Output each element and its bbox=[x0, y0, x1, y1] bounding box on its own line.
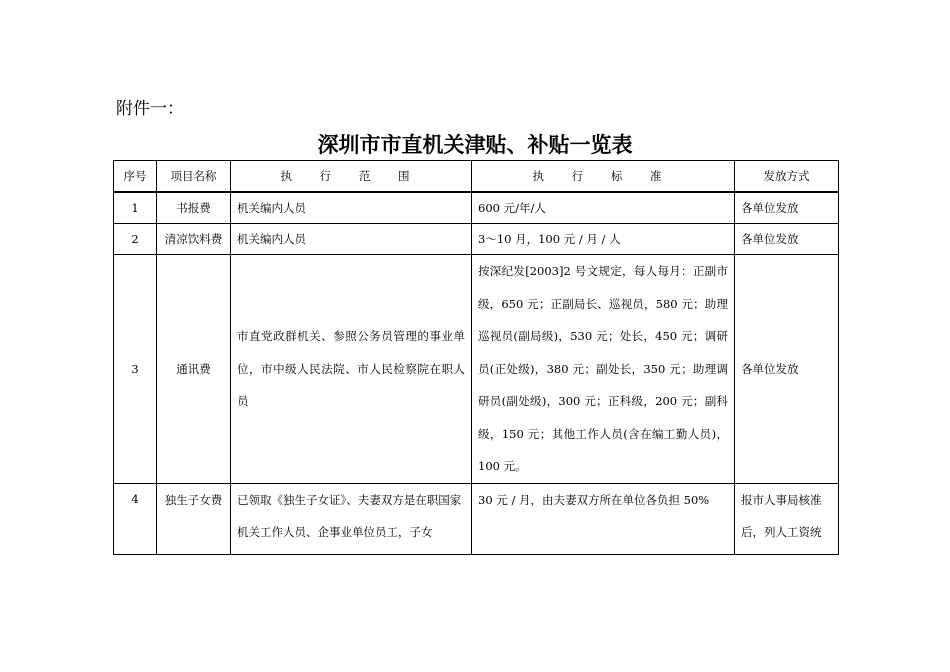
table-row bbox=[114, 224, 839, 255]
header-scope: 执 行 范 围 bbox=[231, 161, 472, 193]
cell-scope-wrap bbox=[231, 483, 472, 554]
header-method: 发放方式 bbox=[735, 161, 839, 193]
table-row bbox=[114, 255, 839, 484]
cell-name: 书报费 bbox=[157, 192, 231, 224]
cell-no: 1 bbox=[114, 192, 157, 224]
cell-no: 2 bbox=[114, 224, 157, 255]
table-row bbox=[114, 192, 839, 224]
cell-name: 通讯费 bbox=[157, 255, 231, 484]
allowance-table bbox=[113, 160, 839, 555]
cell-standard: 600 元/年/人 bbox=[472, 192, 735, 224]
cell-scope: 市直党政群机关、参照公务员管理的事业单位，市中级人民法院、市人民检察院在职人员 bbox=[231, 255, 472, 484]
cell-scope: 已领取《独生子女证》、夫妻双方是在职国家机关工作人员、企事业单位员工，子女 bbox=[237, 492, 462, 539]
cell-standard: 30 元 / 月，由夫妻双方所在单位各负担 50% bbox=[478, 492, 710, 507]
cell-no: 3 bbox=[114, 255, 157, 484]
cell-method: 各单位发放 bbox=[735, 255, 839, 484]
attachment-label: 附件一： bbox=[116, 99, 184, 119]
document-title: 深圳市市直机关津贴、补贴一览表 bbox=[317, 133, 633, 157]
cell-method-wrap bbox=[735, 483, 839, 554]
cell-standard: 按深纪发[2003]2 号文规定，每人每月：正副市级，650 元；正副局长、巡视员，580 元；助理巡视员(副局级)，530 元；处长，450 元；调研员(正处级)，380 元；副处长，350 元；助理调研员(副处级)，300 元；正科级，200 元；副科级，150 元；其他工作人员(含在编工勤人员)，100 元。 bbox=[472, 255, 735, 484]
cell-standard-wrap bbox=[472, 483, 735, 554]
cell-method: 各单位发放 bbox=[735, 224, 839, 255]
cell-no: 4 bbox=[114, 483, 157, 554]
cell-scope: 机关编内人员 bbox=[231, 224, 472, 255]
cell-name: 独生子女费 bbox=[157, 483, 231, 554]
cell-standard: 3～10 月，100 元 / 月 / 人 bbox=[472, 224, 735, 255]
header-name: 项目名称 bbox=[157, 161, 231, 193]
cell-scope: 机关编内人员 bbox=[231, 192, 472, 224]
table-header-row bbox=[114, 161, 839, 193]
header-no: 序号 bbox=[114, 161, 157, 193]
table-row bbox=[114, 483, 839, 554]
cell-method: 各单位发放 bbox=[735, 192, 839, 224]
cell-name: 清凉饮料费 bbox=[157, 224, 231, 255]
header-standard: 执 行 标 准 bbox=[472, 161, 735, 193]
cell-method: 报市人事局核准后，列人工资统 bbox=[741, 492, 822, 539]
